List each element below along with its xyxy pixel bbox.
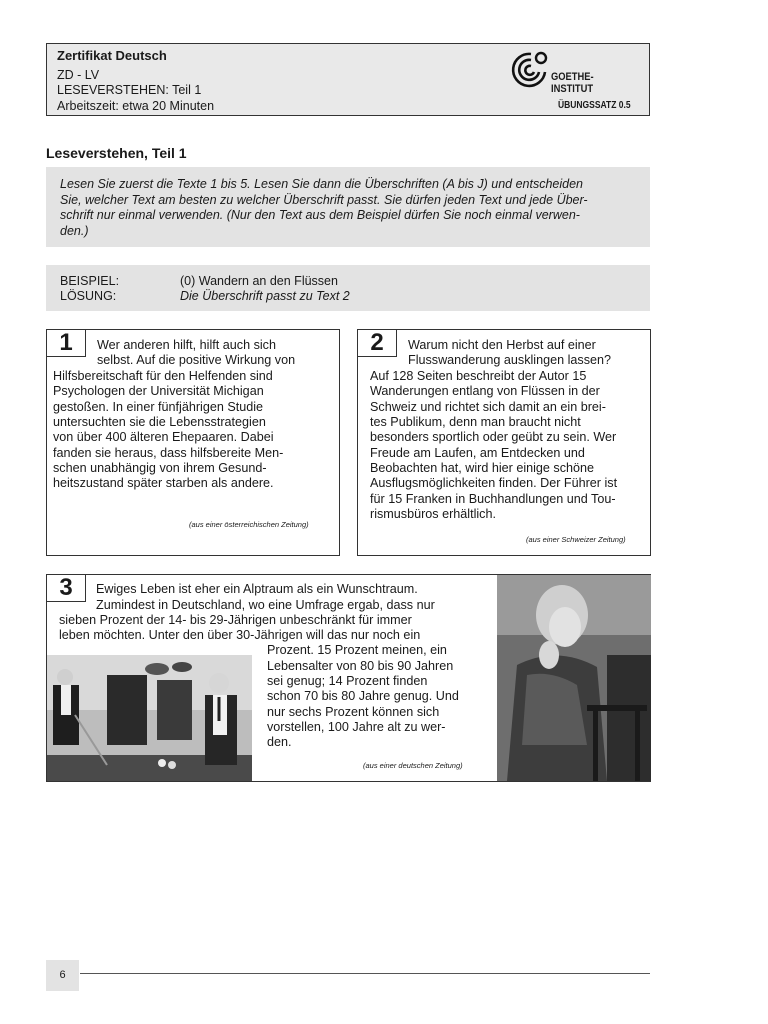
- solution-label: LÖSUNG:: [60, 289, 117, 303]
- text-3-line: schon 70 bis 80 Jahre genug. Und: [267, 689, 459, 703]
- text-3-line: den.: [267, 735, 292, 749]
- text-1-line: fanden sie heraus, dass hilfsbereite Men-: [53, 446, 284, 460]
- solution-value: Die Überschrift passt zu Text 2: [180, 289, 350, 303]
- text-box-3: [46, 574, 651, 782]
- instruction-line: Lesen Sie zuerst die Texte 1 bis 5. Lesen Sie dann die Überschriften (A bis J) und entscheiden: [60, 177, 583, 191]
- page-number: 6: [46, 960, 79, 991]
- header-box: [46, 43, 650, 116]
- text-1-line: gestoßen. In einer fünfjährigen Studie: [53, 400, 264, 414]
- text-1-source: (aus einer österreichischen Zeitung): [189, 520, 309, 529]
- working-time: Arbeitszeit: etwa 20 Minuten: [57, 99, 215, 113]
- instruction-line: den.): [60, 223, 89, 238]
- text-3-line: Ewiges Leben ist eher ein Alptraum als ein Wunschtraum.: [96, 582, 418, 596]
- exercise-set-label: ÜBUNGSSATZ 0.5: [558, 100, 631, 111]
- text-3-line: sieben Prozent der 14- bis 29-Jährigen unbeschränkt für immer: [59, 613, 412, 627]
- text-3-line: nur sechs Prozent können sich: [267, 705, 440, 719]
- text-3-line: Prozent. 15 Prozent meinen, ein: [267, 643, 447, 657]
- exam-code: ZD - LV: [57, 68, 100, 82]
- text-3-line: sei genug; 14 Prozent finden: [267, 674, 428, 688]
- text-1-line: untersuchten sie die Lebensstrategien: [53, 415, 266, 429]
- text-1-line: Hilfsbereitschaft für den Helfenden sind: [53, 369, 273, 383]
- goethe-logo-icon: [509, 50, 549, 90]
- text-1-line: Wer anderen hilft, hilft auch sich: [97, 338, 276, 352]
- billiards-photo: [47, 655, 252, 781]
- text-2-line: Warum nicht den Herbst auf einer: [408, 338, 596, 352]
- text-3-line: leben möchten. Unter den über 30-Jährigen will das nur noch ein: [59, 628, 421, 642]
- exam-part: LESEVERSTEHEN: Teil 1: [57, 83, 202, 97]
- text-2-line: Freude am Laufen, am Entdecken und: [370, 446, 585, 460]
- elderly-woman-photo: [497, 575, 651, 781]
- text-3-line: Zumindest in Deutschland, wo eine Umfrage ergab, dass nur: [96, 598, 435, 612]
- text-number: 3: [46, 574, 86, 602]
- text-1-line: selbst. Auf die positive Wirkung von: [97, 353, 296, 367]
- text-2-line: Flusswanderung ausklingen lassen?: [408, 353, 612, 367]
- text-2-line: Auf 128 Seiten beschreibt der Autor 15: [370, 369, 587, 383]
- example-box: [46, 265, 650, 311]
- text-3-line: vorstellen, 100 Jahre alt zu wer-: [267, 720, 446, 734]
- instructions-box: [46, 167, 650, 247]
- text-2-source: (aus einer Schweizer Zeitung): [526, 535, 626, 544]
- text-number: 2: [357, 329, 397, 357]
- text-2-line: für 15 Franken in Buchhandlungen und Tou-: [370, 492, 616, 506]
- instruction-line: schrift nur einmal verwenden. (Nur den Text aus dem Beispiel dürfen Sie noch einmal verwen-: [60, 208, 580, 222]
- exam-title: Zertifikat Deutsch: [57, 48, 167, 63]
- example-label: BEISPIEL:: [60, 274, 120, 288]
- text-number: 1: [46, 329, 86, 357]
- text-1-line: Psychologen der Universität Michigan: [53, 384, 264, 398]
- section-title: Leseverstehen, Teil 1: [46, 145, 187, 161]
- text-2-line: rismusbüros erhältlich.: [370, 507, 496, 521]
- goethe-logo-text: GOETHE-INSTITUT: [551, 71, 594, 95]
- text-2-line: Ausflugsmöglichkeiten finden. Der Führer ist: [370, 476, 618, 490]
- text-1-line: heitszustand später starben als andere.: [53, 476, 274, 490]
- text-2-line: Wanderungen entlang von Flüssen in der: [370, 384, 600, 398]
- text-1-line: schen unabhängig von ihrem Gesund-: [53, 461, 267, 475]
- text-1-line: von über 400 älteren Ehepaaren. Dabei: [53, 430, 274, 444]
- footer-divider: [80, 973, 650, 974]
- text-3-line: Lebensalter von 80 bis 90 Jahren: [267, 659, 454, 673]
- text-2-line: besonders sportlich oder geübt zu sein. Wer: [370, 430, 617, 444]
- text-2-line: tes Publikum, denn man braucht nicht: [370, 415, 581, 429]
- text-box-2: [357, 329, 651, 556]
- example-value: (0) Wandern an den Flüssen: [180, 274, 338, 288]
- text-3-source: (aus einer deutschen Zeitung): [363, 761, 463, 770]
- text-2-line: Schweiz und richtet sich damit an ein brei-: [370, 400, 606, 414]
- text-box-1: [46, 329, 340, 556]
- instruction-line: Sie, welcher Text am besten zu welcher Überschrift passt. Sie dürfen jeden Text und jede Über-: [60, 192, 588, 207]
- text-2-line: Beobachten hat, wird hier einige schöne: [370, 461, 595, 475]
